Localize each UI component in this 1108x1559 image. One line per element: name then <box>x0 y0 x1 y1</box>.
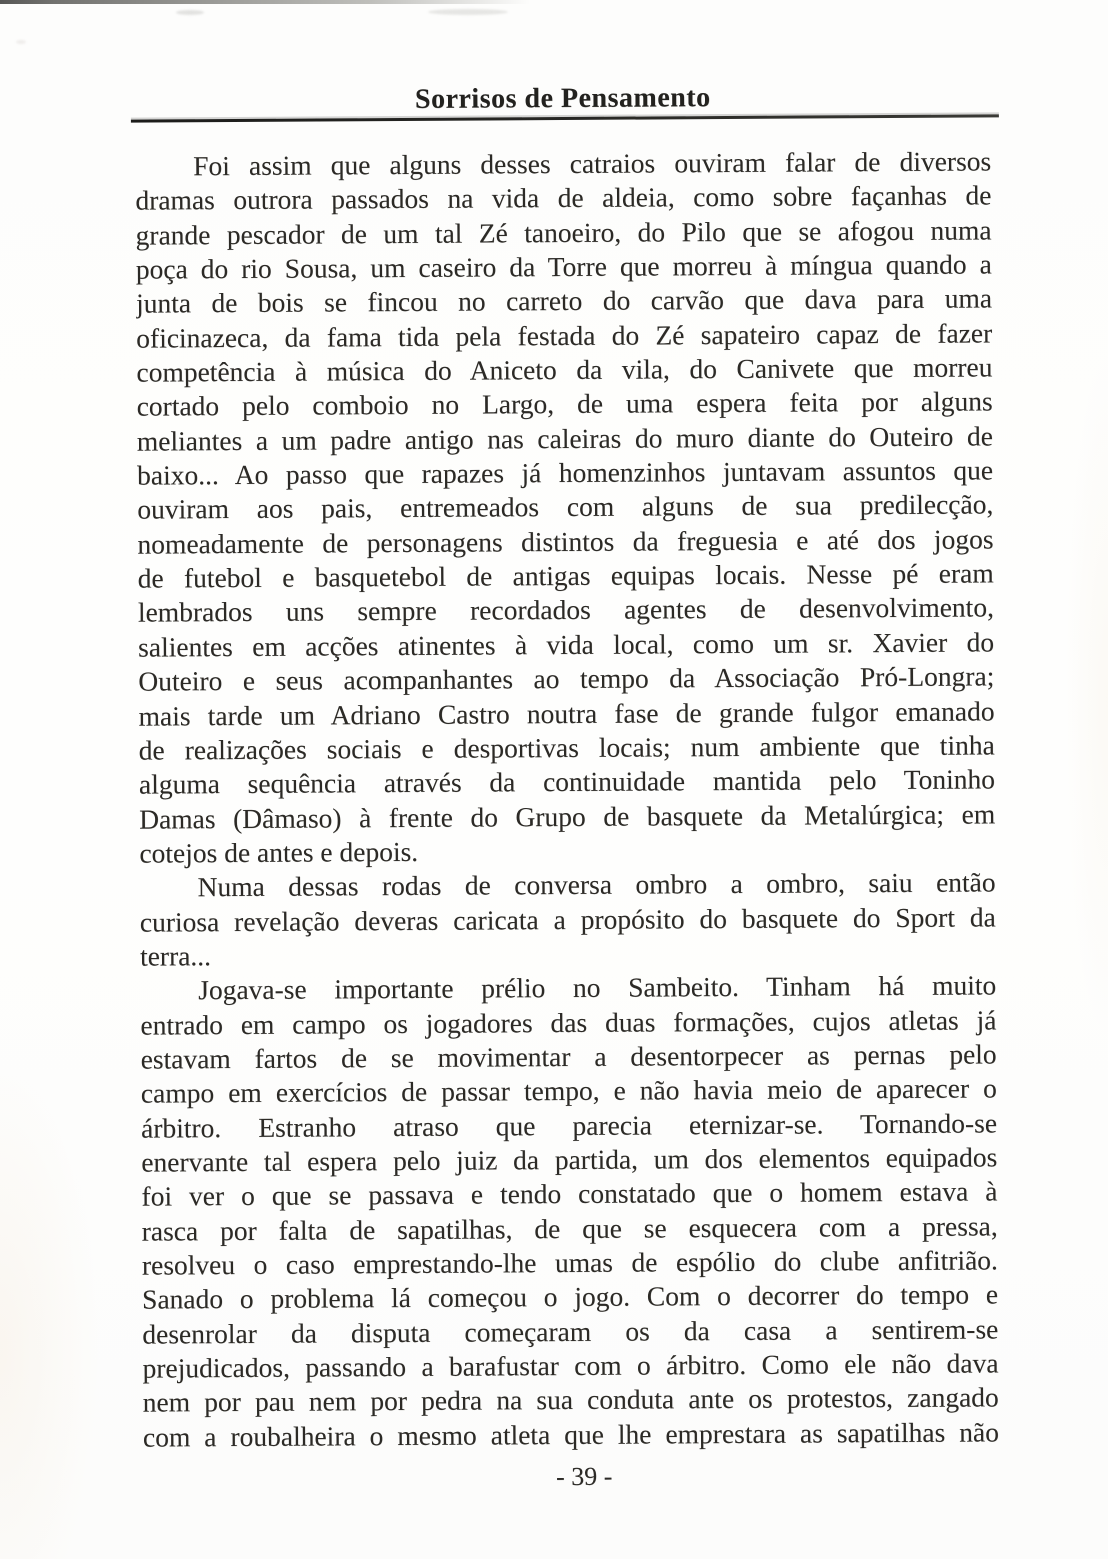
text-line: cortado pelo comboio no Largo, de uma espera feita por alguns <box>136 385 993 423</box>
text-line: competência à música do Aniceto da vila, do Canivete que morreu <box>136 351 993 388</box>
text-line: mais tarde um Adriano Castro noutra fase de grande fulgor emanado <box>138 694 995 732</box>
text-line: nomeadamente de personagens distintos da freguesia e até dos jogos <box>137 523 994 560</box>
text-line: foi ver o que se passava e tendo constatado que o homem estava à <box>141 1175 998 1212</box>
text-line: poça do rio Sousa, um caseiro da Torre que morreu à míngua quando a <box>135 248 992 285</box>
text-line: resolveu o caso emprestando-lhe umas de espólio do clube anfitrião. <box>141 1244 998 1281</box>
text-line: enervante tal espera pelo juiz da partida, um dos elementos equipados <box>141 1141 998 1178</box>
text-line: com a roubalheira o mesmo atleta que lhe emprestara as sapatilhas não <box>142 1416 1000 1453</box>
page-number: - 39 - <box>555 1461 613 1492</box>
text-line: desenrolar da disputa começaram os da casa a sentirem-se <box>142 1313 999 1350</box>
text-block <box>135 144 999 1454</box>
text-line: Damas (Dâmaso) à frente do Grupo de basquete da Metalúrgica; em <box>139 797 996 835</box>
text-line: de futebol e basquetebol de antigas equipas locais. Nesse pé eram <box>137 557 994 594</box>
text-line: curiosa revelação deveras caricata a propósito do basquete do Sport da <box>139 900 996 938</box>
text-line: cotejos de antes e depois. <box>139 835 419 869</box>
text-line: terra... <box>139 940 212 972</box>
text-line: campo em exercícios de passar tempo, e não havia meio de aparecer o <box>140 1072 997 1109</box>
scan-smudge <box>16 40 26 44</box>
text-line: ouviram aos pais, entremeados com alguns de sua predilecção, <box>137 488 994 526</box>
page-content <box>134 0 999 1495</box>
book-header-title: Sorrisos de Pensamento <box>414 82 711 115</box>
text-line: Numa dessas rodas de conversa ombro a ombro, saiu então <box>197 866 996 903</box>
text-line: salientes em acções atinentes à vida local, como um sr. Xavier do <box>138 626 995 663</box>
text-line: dramas outrora passados na vida de aldeia, como sobre façanhas de <box>135 179 992 216</box>
text-line: de realizações sociais e desportivas locais; num ambiente que tinha <box>138 729 995 766</box>
text-line: grande pescador de um tal Zé tanoeiro, do Pilo que se afogou numa <box>135 214 992 251</box>
text-line: lembrados uns sempre recordados agentes de desenvolvimento, <box>137 591 994 629</box>
text-line: baixo... Ao passo que rapazes já homenzinhos juntavam assuntos que <box>136 454 994 491</box>
text-line: prejudicados, passando a barafustar com o árbitro. Como ele não dava <box>142 1347 999 1384</box>
text-line: entrado em campo os jogadores das duas formações, cujos atletas já <box>140 1003 997 1041</box>
text-line: estavam fartos de se movimentar a desentorpecer as pernas pelo <box>140 1038 997 1075</box>
text-line: junta de bois se fincou no carreto do carvão que dava para uma <box>135 282 993 319</box>
header-rule <box>131 114 999 122</box>
text-line: rasca por falta de sapatilhas, de que se esquecera com a pressa, <box>141 1210 998 1247</box>
text-line: Foi assim que alguns desses catraios ouviram falar de diversos <box>193 145 992 182</box>
text-line: Outeiro e seus acompanhantes ao tempo da Associação Pró-Longra; <box>138 660 995 697</box>
text-line: árbitro. Estranho atraso que parecia eternizar-se. Tornando-se <box>140 1106 998 1144</box>
text-line: alguma sequência através da continuidade mantida pelo Toninho <box>138 763 996 800</box>
text-line: oficinazeca, da fama tida pela festada do Zé sapateiro capaz de fazer <box>136 317 993 354</box>
text-line: Jogava-se importante prélio no Sambeito. Tinham há muito <box>198 969 997 1006</box>
text-line: Sanado o problema lá começou o jogo. Com o decorrer do tempo e <box>142 1278 999 1315</box>
text-line: nem por pau nem por pedra na sua conduta ante os protestos, zangado <box>142 1381 999 1418</box>
text-line: meliantes a um padre antigo nas caleiras do muro diante do Outeiro de <box>136 420 993 457</box>
